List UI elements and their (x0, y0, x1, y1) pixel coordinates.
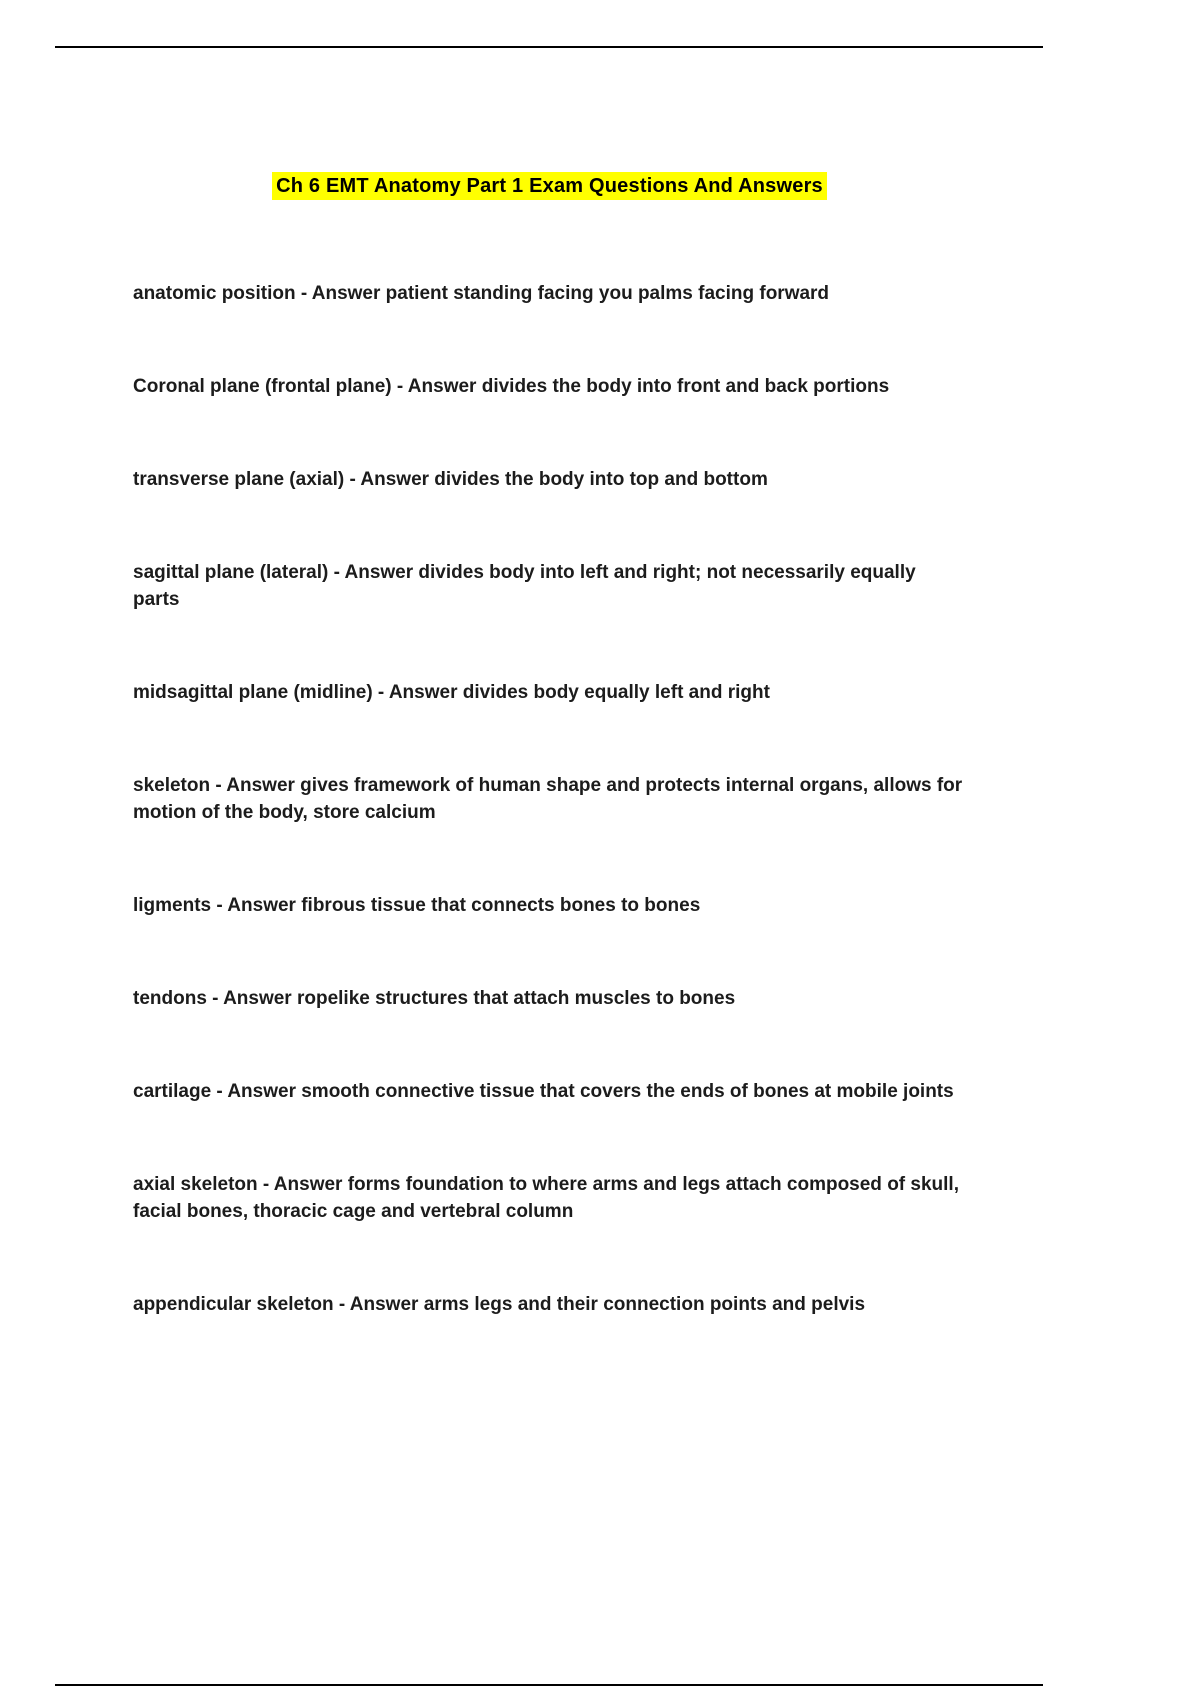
bottom-rule (55, 1684, 1043, 1686)
title-row (133, 172, 966, 200)
qa-item: skeleton - Answer gives framework of human shape and protects internal organs, allows for motion of the body, store calcium (133, 775, 963, 823)
qa-item: anatomic position - Answer patient standing facing you palms facing forward (133, 283, 830, 304)
qa-item: axial skeleton - Answer forms foundation to where arms and legs attach composed of skull, facial bones, thoracic cage and vertebral column (133, 1174, 959, 1222)
qa-item: Coronal plane (frontal plane) - Answer divides the body into front and back portions (133, 376, 890, 397)
qa-item: sagittal plane (lateral) - Answer divides body into left and right; not necessarily equally parts (133, 562, 916, 610)
qa-item: cartilage - Answer smooth connective tissue that covers the ends of bones at mobile joints (133, 1081, 954, 1102)
qa-list (133, 280, 966, 1318)
qa-item: midsagittal plane (midline) - Answer divides body equally left and right (133, 682, 770, 703)
qa-item: transverse plane (axial) - Answer divides the body into top and bottom (133, 469, 768, 490)
page-title: Ch 6 EMT Anatomy Part 1 Exam Questions And Answers (272, 172, 827, 200)
qa-item: ligments - Answer fibrous tissue that connects bones to bones (133, 895, 701, 916)
document-content (133, 0, 966, 1318)
qa-item: appendicular skeleton - Answer arms legs and their connection points and pelvis (133, 1294, 866, 1315)
qa-item: tendons - Answer ropelike structures that attach muscles to bones (133, 988, 736, 1009)
